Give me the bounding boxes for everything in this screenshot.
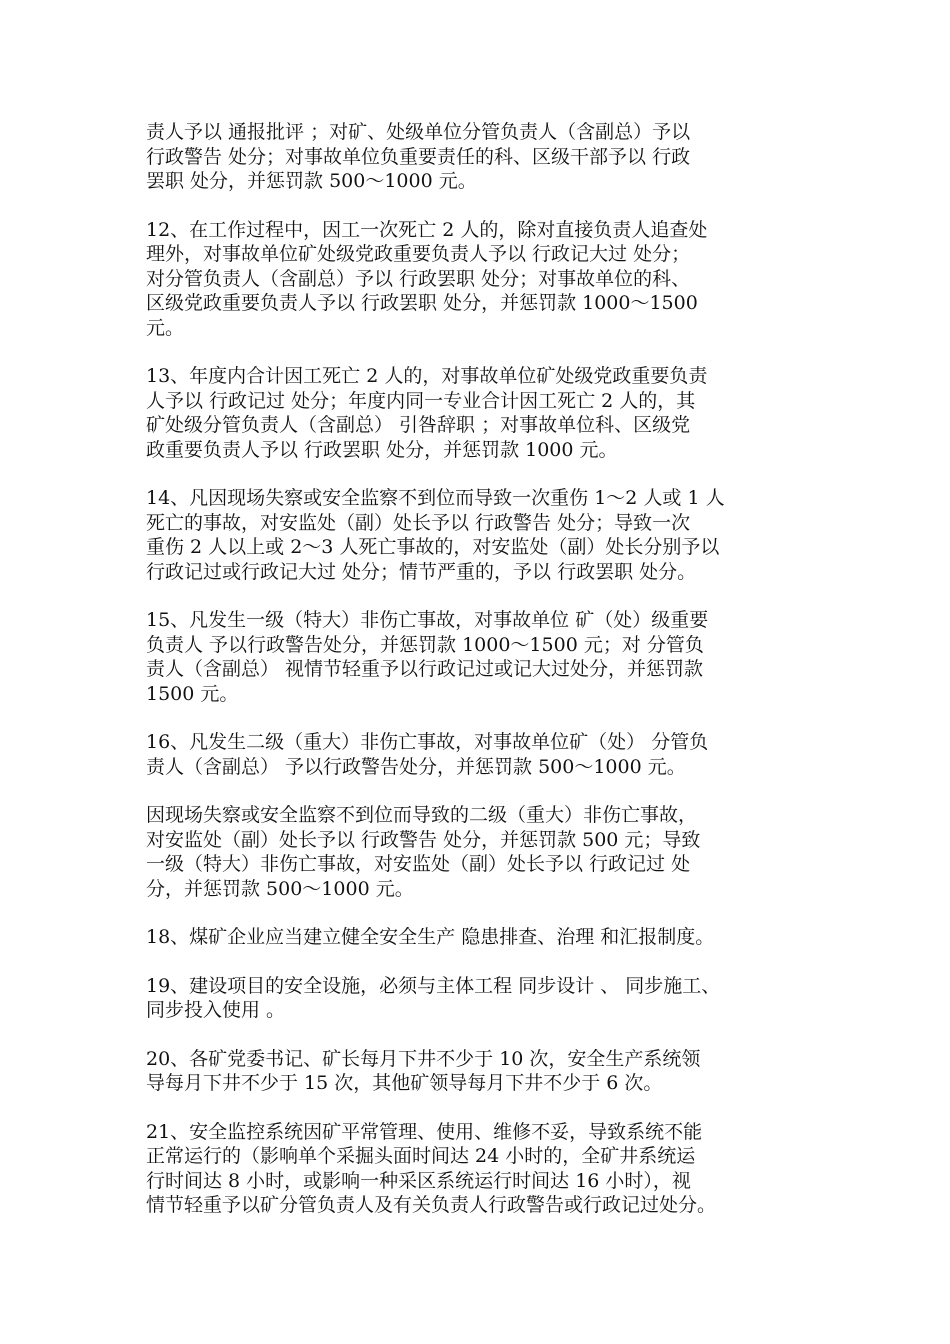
text-line: 对安监处（副）处长予以 行政警告 处分，并惩罚款 500 元；导致 bbox=[146, 828, 701, 851]
text-line: 责人（含副总） 视情节轻重予以行政记过或记大过处分，并惩罚款 bbox=[146, 658, 704, 680]
text-line: 区级党政重要负责人予以 行政罢职 处分，并惩罚款 1000～1500 bbox=[146, 292, 698, 314]
paragraph bbox=[146, 364, 826, 462]
text-line: 元。 bbox=[146, 316, 185, 339]
paragraph bbox=[146, 1047, 826, 1096]
text-line: 行政警告 处分；对事故单位负重要责任的科、区级干部予以 行政 bbox=[146, 145, 691, 168]
text-line: 政重要负责人予以 行政罢职 处分，并惩罚款 1000 元。 bbox=[146, 438, 618, 461]
text-line: 理外，对事故单位矿处级党政重要负责人予以 行政记大过 处分； bbox=[146, 243, 691, 265]
text-line: 情节轻重予以矿分管负责人及有关负责人行政警告或行政记过处分。 bbox=[146, 1194, 717, 1216]
paragraph bbox=[146, 120, 826, 194]
text-line: 15、凡发生一级（特大）非伤亡事故，对事故单位 矿（处）级重要 bbox=[146, 609, 709, 631]
text-line: 罢职 处分，并惩罚款 500～1000 元。 bbox=[146, 170, 477, 192]
paragraph bbox=[146, 730, 826, 779]
text-line: 行时间达 8 小时，或影响一种采区系统运行时间达 16 小时），视 bbox=[146, 1169, 691, 1192]
text-line: 一级（特大）非伤亡事故，对安监处（副）处长予以 行政记过 处 bbox=[146, 853, 691, 875]
text-line: 1500 元。 bbox=[146, 682, 239, 705]
paragraph bbox=[146, 925, 826, 950]
text-line: 同步投入使用 。 bbox=[146, 999, 286, 1021]
text-line: 行政记过或行政记大过 处分；情节严重的，予以 行政罢职 处分。 bbox=[146, 560, 697, 583]
document-body bbox=[146, 120, 826, 1242]
text-line: 责人予以 通报批评 ；对矿、处级单位分管负责人（含副总）予以 bbox=[146, 121, 691, 143]
text-line: 20、各矿党委书记、矿长每月下井不少于 10 次，安全生产系统领 bbox=[146, 1047, 701, 1070]
text-line: 责人（含副总） 予以行政警告处分，并惩罚款 500～1000 元。 bbox=[146, 755, 686, 778]
paragraph bbox=[146, 1120, 826, 1218]
text-line: 矿处级分管负责人（含副总） 引咎辞职 ；对事故单位科、区级党 bbox=[146, 414, 691, 436]
text-line: 16、凡发生二级（重大）非伤亡事故，对事故单位矿（处） 分管负 bbox=[146, 731, 709, 753]
text-line: 正常运行的（影响单个采掘头面时间达 24 小时的，全矿井系统运 bbox=[146, 1145, 696, 1167]
text-line: 12、在工作过程中，因工一次死亡 2 人的，除对直接负责人追查处 bbox=[146, 218, 708, 241]
text-line: 14、凡因现场失察或安全监察不到位而导致一次重伤 1～2 人或 1 人 bbox=[146, 487, 725, 509]
text-line: 负责人 予以行政警告处分，并惩罚款 1000～1500 元；对 分管负 bbox=[146, 633, 704, 656]
paragraph bbox=[146, 486, 826, 584]
paragraph bbox=[146, 218, 826, 341]
paragraph bbox=[146, 608, 826, 706]
text-line: 导每月下井不少于 15 次，其他矿领导每月下井不少于 6 次。 bbox=[146, 1072, 663, 1094]
paragraph bbox=[146, 974, 826, 1023]
text-line: 19、建设项目的安全设施，必须与主体工程 同步设计 、 同步施工、 bbox=[146, 974, 721, 997]
text-line: 人予以 行政记过 处分；年度内同一专业合计因工死亡 2 人的，其 bbox=[146, 389, 696, 412]
text-line: 18、煤矿企业应当建立健全安全生产 隐患排查、治理 和汇报制度。 bbox=[146, 926, 715, 948]
paragraph bbox=[146, 803, 826, 901]
text-line: 分，并惩罚款 500～1000 元。 bbox=[146, 877, 414, 900]
text-line: 13、年度内合计因工死亡 2 人的，对事故单位矿处级党政重要负责 bbox=[146, 365, 708, 387]
text-line: 重伤 2 人以上或 2～3 人死亡事故的，对安监处（副）处长分别予以 bbox=[146, 536, 720, 558]
text-line: 因现场失察或安全监察不到位而导致的二级（重大）非伤亡事故， bbox=[146, 804, 698, 826]
text-line: 21、安全监控系统因矿平常管理、使用、维修不妥，导致系统不能 bbox=[146, 1120, 703, 1143]
text-line: 对分管负责人（含副总）予以 行政罢职 处分；对事故单位的科、 bbox=[146, 267, 691, 290]
text-line: 死亡的事故，对安监处（副）处长予以 行政警告 处分；导致一次 bbox=[146, 511, 691, 534]
